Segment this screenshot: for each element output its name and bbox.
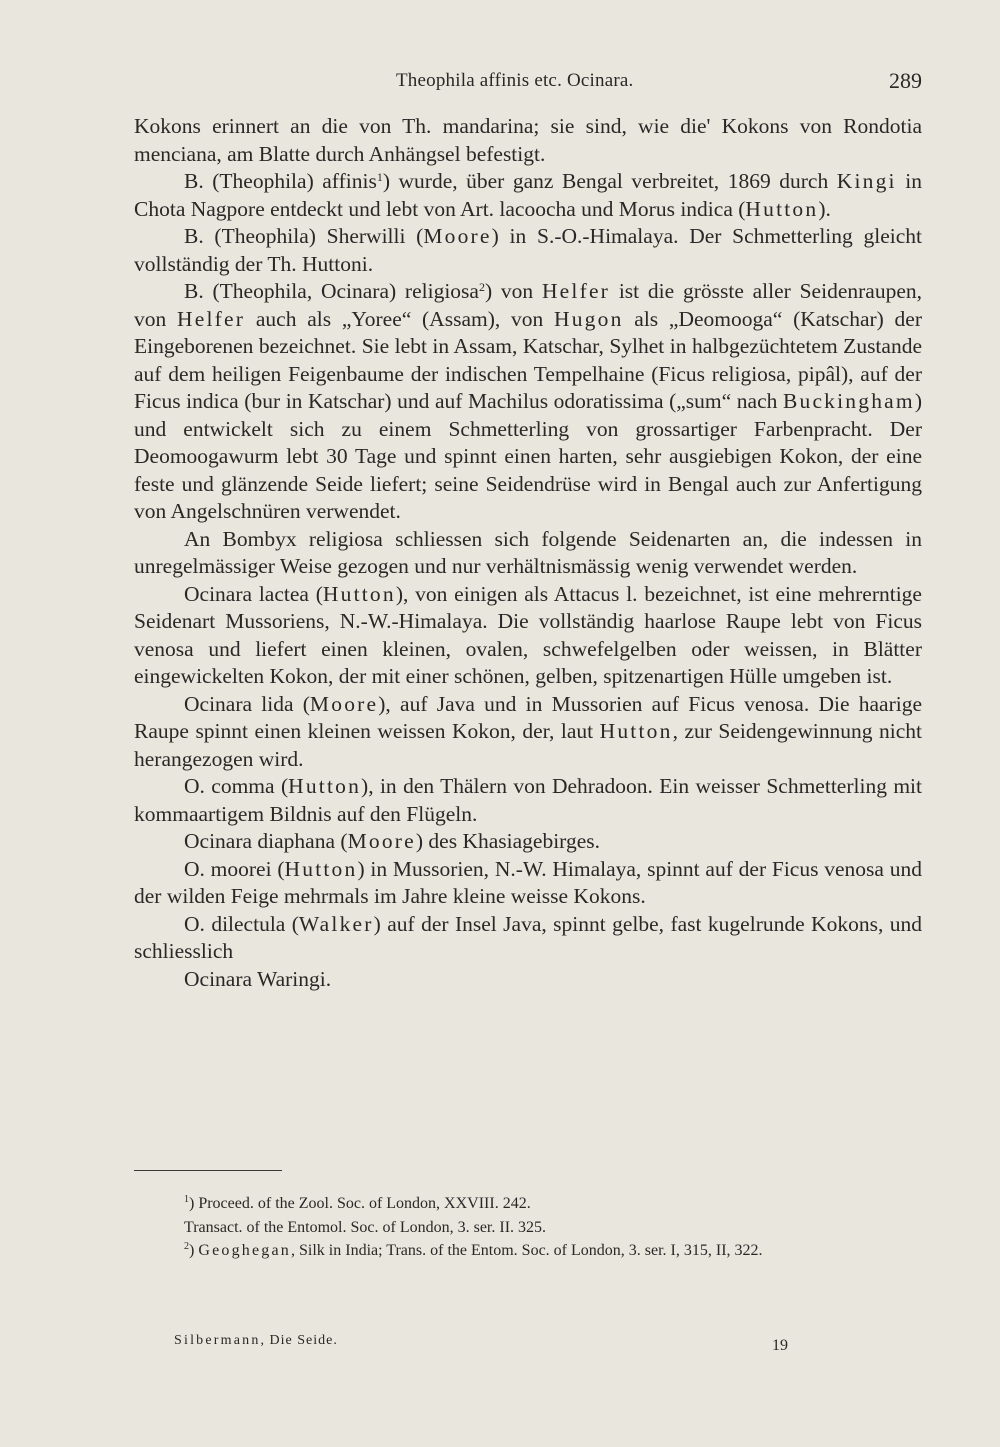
paragraph-8: O. comma (Hutton), in den Thälern von Dehradoon. Ein weisser Schmetterling mit kommaartigem Bildnis auf den Flügeln.: [134, 774, 923, 826]
paragraph-3: B. (Theophila) Sherwilli (Moore) in S.-O.-Himalaya. Der Schmetterling gleicht vollständig der Th. Huttoni.: [134, 224, 922, 276]
author-name: Helfer: [177, 306, 246, 331]
paragraph-5: An Bombyx religiosa schliessen sich folgende Seidenarten an, die indessen in unregelmässiger Weise gezogen und nur verhältnismässig wenig verwendet werden.: [134, 526, 922, 578]
paragraph-7: Ocinara lida (Moore), auf Java und in Mussorien auf Ficus venosa. Die haarige Raupe spinnt einen kleinen weissen Kokon, der, laut Hutton, zur Seidengewinnung nicht herangezogen wird.: [134, 691, 922, 771]
page-number: 289: [889, 68, 922, 93]
signature-line: Silbermann, Die Seide.: [174, 1333, 338, 1348]
running-header: [134, 70, 922, 100]
paragraph-11: O. dilectula (Walker) auf der Insel Java, spinnt gelbe, fast kugelrunde Kokons, und schliesslich: [134, 911, 922, 963]
author-name: Hutton: [599, 719, 673, 743]
running-title: Theophila affinis etc. Ocinara.: [396, 70, 634, 91]
paragraph-6: Ocinara lactea (Hutton), von einigen als Attacus l. bezeichnet, ist eine mehrerntige Seidenart Mussoriens, N.-W.-Himalaya. Die vollständig haarlose Raupe lebt von Ficus venosa und liefert einen kleinen, ovalen, schwefelgelben oder weissen, in Blätter eingewickelten Kokon, der mit einer schönen, gelben, spitzenartigen Hülle umgeben ist.: [134, 581, 922, 688]
paragraph-4: B. (Theophila, Ocinara) religiosa$^2$) von Helfer ist die grösste aller Seidenraupen, von Helfer auch als „Yoree“ (Assam), von Hugon als „Deomooga“ (Katschar) der Eingeborenen bezeichnet. Sie lebt in Assam, Katschar, Sylhet in halbgezüchtetem Zustande auf dem heiligen Feigenbaume der indischen Tempelhaine (Ficus religiosa, pipâl), auf der Ficus indica (bur in Katschar) und auf Machilus odoratissima („sum“ nach Buckingham) und entwickelt sich zu einem Schmetterling von grossartiger Farbenpracht. Der Deomoogawurm lebt 30 Tage und spinnt einen harten, sehr ausgiebigen Kokon, der eine feste und glänzende Seide liefert; seine Seidendrüse wird in Bengal auch zur Anfertigung von Angelschnüren verwendet.: [134, 279, 923, 523]
paragraph-9: Ocinara diaphana (Moore) des Khasiagebirges.: [184, 829, 600, 853]
main-text: [134, 113, 922, 993]
author-name: Hutton: [288, 774, 362, 798]
author-name: Moore: [423, 224, 492, 248]
paragraph-12: Ocinara Waringi.: [184, 966, 332, 991]
author-name: Hugon: [554, 306, 624, 331]
page-footer: [134, 1333, 922, 1357]
author-name: Hutton: [745, 196, 819, 221]
footnote-ref-1: 1: [376, 170, 383, 184]
paragraph-2: B. (Theophila) affinis$^1$) wurde, über ganz Bengal verbreitet, 1869 durch Kingi in Chota Nagpore entdeckt und lebt von Art. lacoocha und Morus indica (Hutton).: [134, 169, 923, 221]
signature-number: 19: [772, 1337, 788, 1354]
author-name: Moore: [309, 691, 379, 716]
paragraph-1: Kokons erinnert an die von Th. mandarina; sie sind, wie die' Kokons von Rondotia menciana, am Blatte durch Anhängsel befestigt.: [134, 114, 922, 166]
author-name: Hutton: [284, 856, 358, 881]
author-name: Hutton: [322, 581, 396, 606]
author-name: Walker: [298, 911, 374, 936]
footnote-1: $^1$) Proceed. of the Zool. Soc. of London, XXVIII. 242.: [184, 1194, 531, 1212]
author-name: Kingi: [836, 169, 897, 193]
author-name: Moore: [347, 829, 416, 853]
footnote-1-continued: Transact. of the Entomol. Soc. of London, 3. ser. II. 325.: [184, 1218, 547, 1236]
footnotes: [134, 1192, 922, 1263]
author-name: Geoghegan: [198, 1242, 291, 1259]
footnote-divider: [134, 1170, 282, 1171]
footnote-2: $^2$) Geoghegan, Silk in India; Trans. of the Entom. Soc. of London, 3. ser. I, 315, II, 322.: [184, 1241, 763, 1259]
author-name: Buckingham: [782, 389, 915, 413]
author-name: Helfer: [541, 279, 611, 303]
footnote-ref-2: 2: [478, 280, 485, 294]
paragraph-10: O. moorei (Hutton) in Mussorien, N.-W. Himalaya, spinnt auf der Ficus venosa und der wilden Feige mehrmals im Jahre kleine weisse Kokons.: [134, 856, 922, 908]
